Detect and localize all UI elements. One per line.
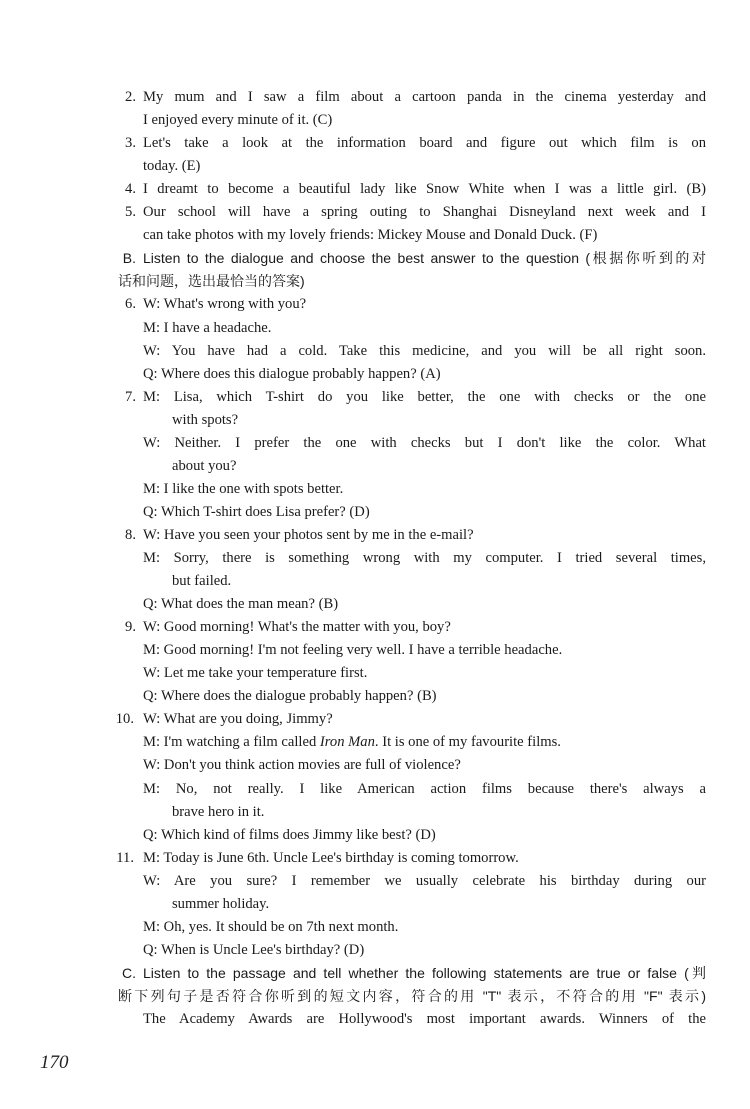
- line-text: The Academy Awards are Hollywood's most important awards. Winners of the: [143, 1011, 706, 1027]
- line-text: M: Lisa, which T-shirt do you like better, the one with checks or the one: [143, 388, 706, 405]
- text-line: [0, 180, 706, 198]
- line-text: M: No, not really. I like American action films because there's always a: [143, 780, 706, 797]
- text-line: [0, 964, 706, 982]
- text-line: [0, 388, 706, 406]
- text-line: [0, 987, 706, 1005]
- line-text: Let's take a look at the information board and figure out which film is on: [143, 135, 706, 152]
- text-line: [0, 1010, 706, 1028]
- line-text: about you?: [172, 457, 237, 474]
- item-number: C.: [122, 964, 136, 981]
- text-line: [0, 457, 706, 475]
- text-line: [0, 687, 706, 705]
- line-text: Q: What does the man mean? (B): [143, 596, 339, 613]
- text-line: [0, 710, 706, 728]
- item-number: 2.: [125, 89, 136, 105]
- line-text: brave hero in it.: [172, 803, 265, 820]
- item-number: 3.: [125, 135, 136, 152]
- line-text: My mum and I saw a film about a cartoon panda in the cinema yesterday and: [143, 89, 706, 105]
- text-line: [0, 249, 706, 267]
- line-text: M: Sorry, there is something wrong with my computer. I tried several times,: [143, 550, 706, 566]
- line-text: Q: Which kind of films does Jimmy like best? (D): [143, 826, 436, 843]
- item-number: 8.: [125, 526, 136, 543]
- line-text: 断下列句子是否符合你听到的短文内容，符合的用 "T" 表示，不符合的用 "F" 表示): [118, 987, 706, 1004]
- line-text: 话和问题，选出最恰当的答案): [118, 273, 305, 290]
- line-text: W: You have had a cold. Take this medicine, and you will be all right soon.: [143, 342, 706, 359]
- line-text: W: Are you sure? I remember we usually celebrate his birthday during our: [143, 872, 706, 889]
- line-text: M: Oh, yes. It should be on 7th next month.: [143, 918, 399, 935]
- item-number: 5.: [125, 204, 136, 221]
- line-text: M: Today is June 6th. Uncle Lee's birthday is coming tomorrow.: [143, 849, 519, 866]
- line-text: W: Have you seen your photos sent by me in the e-mail?: [143, 526, 474, 543]
- line-text: W: Don't you think action movies are full of violence?: [143, 757, 461, 774]
- text-line: [0, 319, 706, 337]
- line-text: W: Good morning! What's the matter with you, boy?: [143, 619, 451, 636]
- text-line: [0, 295, 706, 313]
- line-text: W: Neither. I prefer the one with checks but I don't like the color. What: [143, 434, 706, 451]
- line-text: Q: Where does this dialogue probably happen? (A): [143, 365, 441, 382]
- line-text: W: What's wrong with you?: [143, 296, 307, 313]
- item-number: 11.: [116, 849, 134, 866]
- line-text: today. (E): [143, 158, 201, 175]
- item-number: 10.: [115, 711, 134, 728]
- text-line: [0, 411, 706, 429]
- text-line: [0, 941, 706, 959]
- text-line: [0, 549, 706, 567]
- text-line: [0, 480, 706, 498]
- line-text: Listen to the passage and tell whether the following statements are true or false (判: [143, 964, 706, 981]
- line-text: W: What are you doing, Jimmy?: [143, 711, 333, 728]
- text-line: [0, 134, 706, 152]
- text-line: [0, 434, 706, 452]
- line-text: Listen to the dialogue and choose the best answer to the question (根据你听到的对: [143, 250, 706, 267]
- text-line: [0, 365, 706, 383]
- text-line: [0, 733, 706, 751]
- line-text: but failed.: [172, 573, 232, 590]
- text-line: [0, 780, 706, 798]
- text-line: [0, 595, 706, 613]
- line-text: summer holiday.: [172, 895, 270, 912]
- line-text: Our school will have a spring outing to Shanghai Disneyland next week and I: [143, 204, 706, 221]
- line-text: can take photos with my lovely friends: Mickey Mouse and Donald Duck. (F): [143, 227, 598, 244]
- text-line: [0, 226, 706, 244]
- text-line: [0, 111, 706, 129]
- line-text: W: Let me take your temperature first.: [143, 665, 368, 682]
- item-number: 7.: [125, 388, 136, 405]
- line-text: Q: Where does the dialogue probably happen? (B): [143, 688, 437, 705]
- text-line: [0, 849, 706, 867]
- text-line: [0, 641, 706, 659]
- film-title: Iron Man: [319, 734, 375, 751]
- text-line: [0, 618, 706, 636]
- text-line: [0, 572, 706, 590]
- text-line: [0, 895, 706, 913]
- text-line: [0, 664, 706, 682]
- line-text: M: I like the one with spots better.: [143, 480, 344, 497]
- text-line: [0, 803, 706, 821]
- text-line: [0, 872, 706, 890]
- text-line: [0, 157, 706, 175]
- item-number: 4.: [125, 181, 136, 198]
- line-text: M: I have a headache.: [143, 319, 272, 336]
- line-text: Q: Which T-shirt does Lisa prefer? (D): [143, 503, 370, 520]
- line-text: with spots?: [172, 411, 239, 428]
- text-line: [0, 918, 706, 936]
- line-text: Q: When is Uncle Lee's birthday? (D): [143, 941, 365, 958]
- page-number: 170: [40, 1052, 69, 1073]
- text-line: [0, 526, 706, 544]
- text-line: [0, 342, 706, 360]
- item-number: B.: [122, 250, 136, 267]
- text-line: [0, 88, 706, 106]
- line-text: I enjoyed every minute of it. (C): [143, 112, 333, 129]
- line-text: I dreamt to become a beautiful lady like Snow White when I was a little girl. (B): [143, 181, 706, 198]
- text-line: [0, 203, 706, 221]
- text-line: [0, 756, 706, 774]
- text-line: [0, 272, 706, 290]
- line-text: M: Good morning! I'm not feeling very well. I have a terrible headache.: [143, 642, 563, 659]
- line-text: M: I'm watching a film called Iron Man. It is one of my favourite films.: [143, 734, 561, 751]
- text-line: [0, 503, 706, 521]
- item-number: 9.: [125, 619, 136, 636]
- item-number: 6.: [125, 296, 136, 313]
- text-line: [0, 826, 706, 844]
